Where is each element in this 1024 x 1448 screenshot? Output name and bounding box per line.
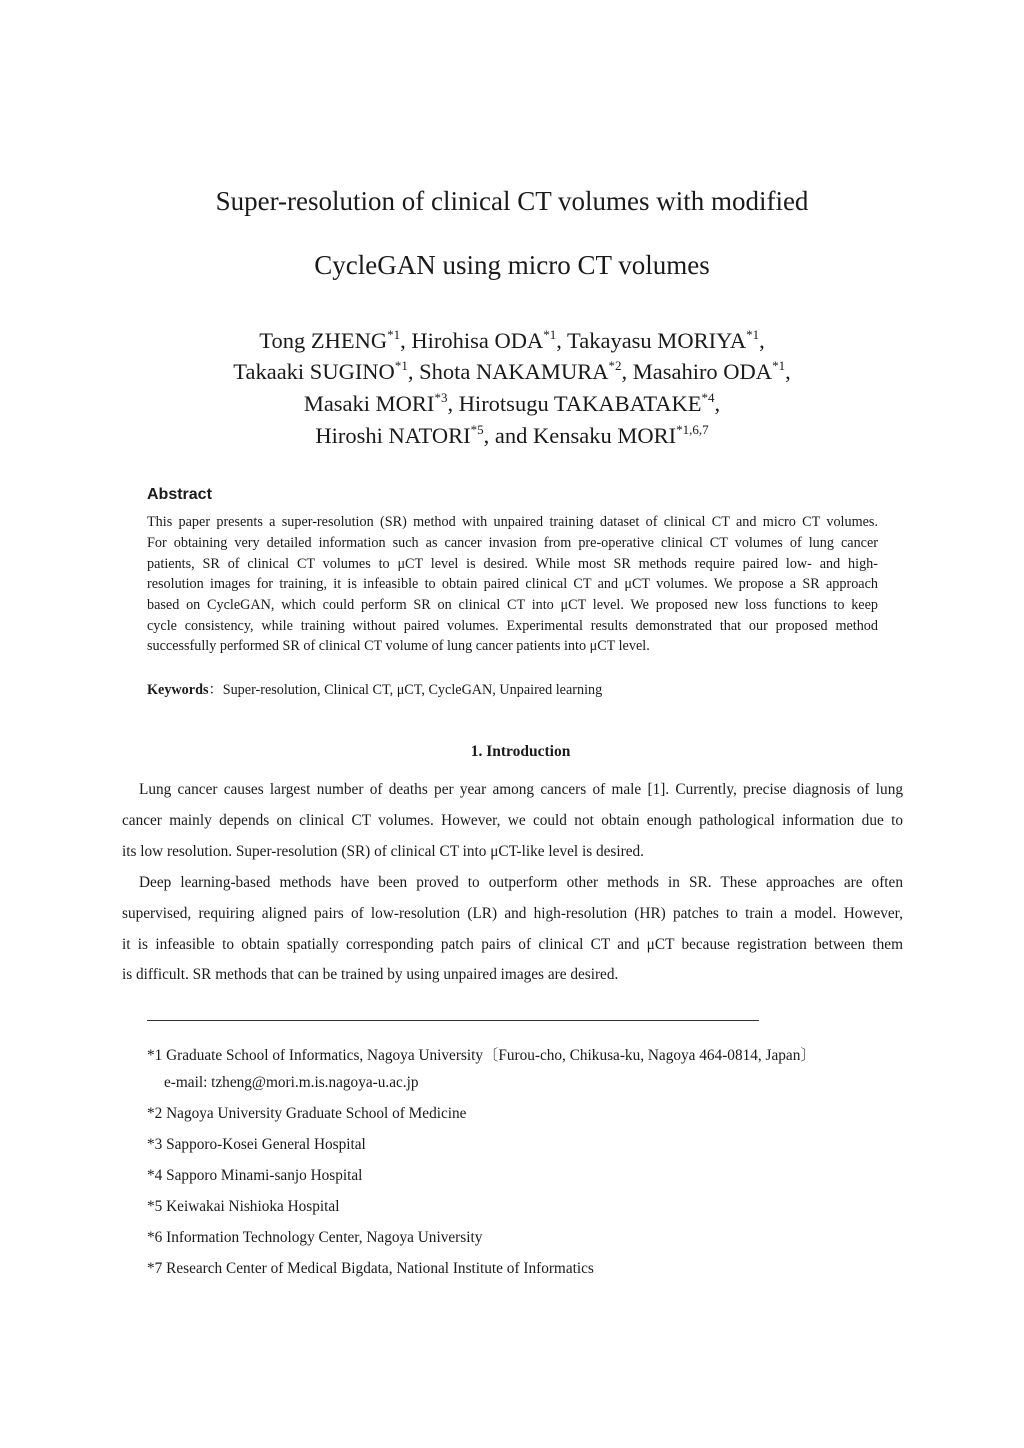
author-line-1: Tong ZHENG$^{*1}$, Hirohisa ODA$^{*1}$, Takayasu MORIYA$^{*1}$, — [259, 327, 765, 353]
paper-title-line-1: Super-resolution of clinical CT volumes with modified — [215, 186, 809, 216]
abstract-line: This paper presents a super-resolution (SR) method with unpaired training dataset of clinical CT and micro CT volumes. — [147, 514, 878, 530]
abstract-line: cycle consistency, while training without paired volumes. Experimental results demonstrated that our proposed method — [147, 618, 878, 634]
footnote-4: *4 Sapporo Minami-sanjo Hospital — [147, 1167, 363, 1184]
author-name: Masaki MORI — [303, 391, 435, 416]
author-affiliation: *1 — [746, 327, 760, 342]
author-affiliation: *4 — [701, 390, 715, 405]
author-line-2: Takaaki SUGINO$^{*1}$, Shota NAKAMURA$^{*2}$, Masahiro ODA$^{*1}$, — [233, 358, 791, 384]
author-line-3: Masaki MORI$^{*3}$, Hirotsugu TAKABATAKE$^{*4}$, — [303, 390, 721, 416]
body-line: its low resolution. Super-resolution (SR) of clinical CT into μCT-like level is desired. — [122, 843, 644, 860]
footnote-email: e-mail: tzheng@mori.m.is.nagoya-u.ac.jp — [164, 1074, 419, 1091]
footnote-1: *1 Graduate School of Informatics, Nagoya University〔Furou-cho, Chikusa-ku, Nagoya 464-0814, Japan〕 — [147, 1047, 816, 1064]
footnote-7: *7 Research Center of Medical Bigdata, National Institute of Informatics — [147, 1260, 594, 1277]
author-affiliation: *1 — [394, 358, 408, 373]
body-line: Deep learning-based methods have been proved to outperform other methods in SR. These approaches are often — [139, 874, 903, 891]
author-name: Tong ZHENG — [259, 328, 388, 353]
footnote-divider — [147, 1020, 759, 1021]
abstract-line: successfully performed SR of clinical CT volume of lung cancer patients into μCT level. — [147, 638, 650, 654]
author-affiliation: *1 — [772, 358, 786, 373]
body-line: Lung cancer causes largest number of deaths per year among cancers of male [1]. Currently, precise diagnosis of lung — [139, 781, 903, 798]
author-affiliation: *1,6,7 — [676, 422, 709, 437]
abstract-line: resolution images for training, it is infeasible to obtain paired clinical CT and μCT volumes. We propose a SR approach — [147, 576, 878, 592]
footnote-3: *3 Sapporo-Kosei General Hospital — [147, 1136, 366, 1153]
keywords-separator: ： — [208, 682, 223, 698]
keywords-label: Keywords — [147, 682, 209, 698]
author-affiliation: *3 — [434, 390, 448, 405]
body-line: supervised, requiring aligned pairs of low-resolution (LR) and high-resolution (HR) patches to train a model. However, — [122, 905, 903, 922]
author-name: Takaaki SUGINO — [233, 359, 395, 384]
author-name: Hirotsugu TAKABATAKE — [458, 391, 702, 416]
abstract-line: For obtaining very detailed information such as cancer invasion from pre-operative clinical CT volumes of lung cancer — [147, 535, 878, 551]
author-affiliation: *1 — [543, 327, 557, 342]
footnote-5: *5 Keiwakai Nishioka Hospital — [147, 1198, 340, 1215]
author-affiliation: *5 — [470, 422, 484, 437]
footnote-2: *2 Nagoya University Graduate School of Medicine — [147, 1105, 467, 1122]
author-affiliation: *2 — [608, 358, 622, 373]
author-name: Shota NAKAMURA — [419, 359, 609, 384]
body-line: it is infeasible to obtain spatially corresponding patch pairs of clinical CT and μCT because registration between them — [122, 936, 903, 953]
keywords — [147, 679, 602, 699]
paper-title-line-2: CycleGAN using micro CT volumes — [314, 250, 710, 280]
keywords-text: Super-resolution, Clinical CT, μCT, CycleGAN, Unpaired learning — [222, 682, 603, 698]
abstract-line: based on CycleGAN, which could perform SR on clinical CT into μCT level. We proposed new loss functions to keep — [147, 597, 878, 613]
body-line: is difficult. SR methods that can be trained by using unpaired images are desired. — [122, 966, 619, 983]
author-name: Hiroshi NATORI — [315, 423, 471, 448]
author-line-4: Hiroshi NATORI$^{*5}$, and Kensaku MORI$^{*1,6,7}$ — [315, 422, 709, 448]
abstract-line: patients, SR of clinical CT volumes to μCT level is desired. While most SR methods require paired low- and high- — [147, 556, 878, 572]
author-name: Kensaku MORI — [532, 423, 677, 448]
author-name: Masahiro ODA — [632, 359, 773, 384]
body-line: cancer mainly depends on clinical CT volumes. However, we could not obtain enough pathological information due to — [122, 812, 903, 829]
author-name: Hirohisa ODA — [411, 328, 544, 353]
section-heading: 1. Introduction — [470, 743, 571, 760]
author-name: Takayasu MORIYA — [567, 328, 747, 353]
author-affiliation: *1 — [387, 327, 401, 342]
footnote-6: *6 Information Technology Center, Nagoya University — [147, 1229, 483, 1246]
abstract-heading: Abstract — [147, 486, 212, 503]
